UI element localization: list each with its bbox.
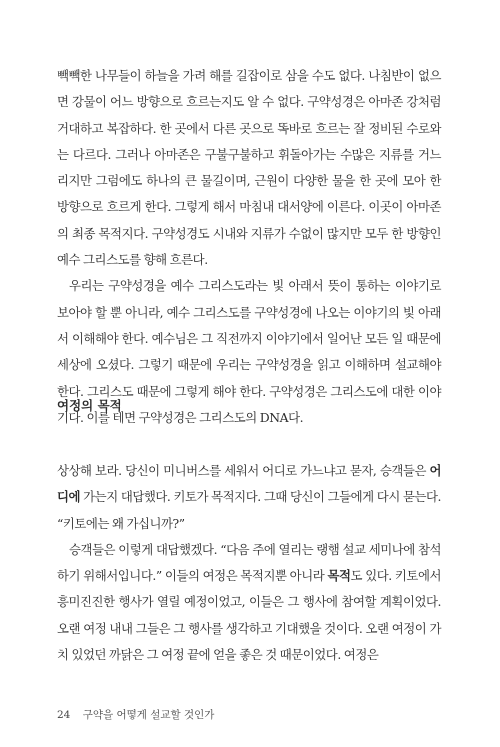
paragraph: 빽빽한 나무들이 하늘을 가려 해를 길잡이로 삼을 수도 없다. 나침반이 없으면 강물이 어느 방향으로 흐르는지도 알 수 없다. 구약성경은 아마존 강처럼 거대하고 복잡하다. 한 곳에서 다른 곳으로 똑바로 흐르는 잘 정비된 수로와는 다르다. 그러나 아마존은 구불구불하고 휘돌아가는 수많은 지류를 거느리지만 그럼에도 하나의 큰 물길이며, 근원이 다양한 물을 한 곳에 모아 한 방향으로 흐르게 한다. 그렇게 해서 마침내 대서양에 이른다. 이곳이 아마존의 최종 목적지다. 구약성경도 시내와 지류가 수없이 많지만 모두 한 방향인 예수 그리스도를 향해 흐른다. [57, 68, 441, 268]
section-heading: 여정의 목적 [57, 398, 122, 413]
emphasis-text: 어디에 [57, 463, 441, 505]
body-text-bottom [57, 458, 441, 668]
page-number: 24 [57, 709, 71, 721]
paragraph: 우리는 구약성경을 예수 그리스도라는 빛 아래서 뜻이 통하는 이야기로 보아야 할 뿐 아니라, 예수 그리스도를 구약성경에 나오는 이야기의 빛 아래서 이해해야 한다. 예수님은 그 직전까지 이야기에서 일어난 모든 일 때문에 세상에 오셨다. 그렇기 때문에 우리는 구약성경을 읽고 이해하며 설교해야 한다. 그리스도 때문에 그렇게 해야 한다. 구약성경은 그리스도에 대한 이야기다. 이를 테면 구약성경은 그리스도의 DNA다. [57, 278, 441, 425]
running-title: 구약을 어떻게 설교할 것인가 [82, 709, 215, 721]
page-footer [57, 707, 214, 722]
text-run: 가는지 대답했다. 키토가 목적지다. 그때 당신이 그들에게 다시 묻는다. “키토에는 왜 가십니까?” [57, 489, 441, 531]
paragraph [57, 458, 441, 537]
body-text-top [57, 63, 441, 431]
paragraph [57, 537, 441, 668]
text-run: 상상해 보라. 당신이 미니버스를 세워서 어디로 가느냐고 묻자, 승객들은 [57, 463, 426, 478]
text-run: 승객들은 이렇게 대답했겠다. “다음 주에 열리는 랭햄 설교 세미나에 참석하기 위해서입니다.” 이들의 여정은 목적지뿐 아니라 [57, 541, 441, 584]
emphasis-text: 목적 [327, 568, 351, 584]
text-run: 도 있다. 키토에서 흥미진진한 행사가 열릴 예정이었고, 이들은 그 행사에 참여할 계획이었다. 오랜 여정 내내 그들은 그 행사를 생각하고 기대했을 것이다. 오랜 여정이 가치 있었던 까닭은 그 여정 끝에 얻을 좋은 것 때문이었다. 여정은 [57, 568, 441, 663]
